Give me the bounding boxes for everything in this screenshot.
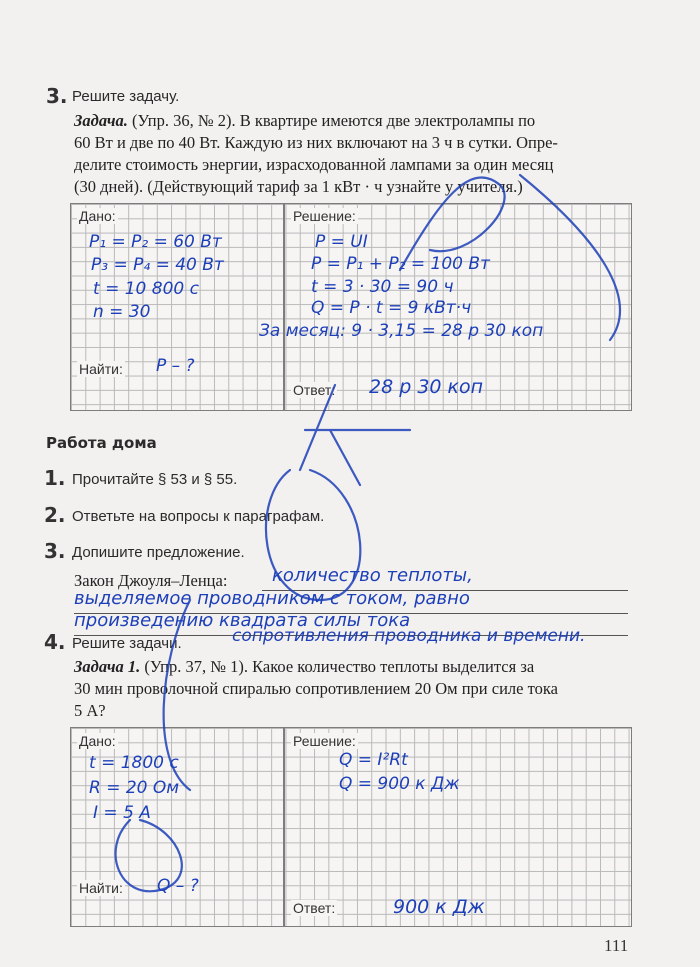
handwritten-given: I = 5 А xyxy=(93,803,151,823)
task-number: 3. xyxy=(46,84,68,108)
handwritten-find: P – ? xyxy=(156,356,195,376)
given-label: Дано: xyxy=(79,733,116,749)
handwritten-find: Q – ? xyxy=(157,876,199,896)
item-number: 3. xyxy=(44,539,66,563)
handwritten-given: R = 20 Ом xyxy=(89,778,180,798)
handwritten-solution: Q = P · t = 9 кВт·ч xyxy=(311,298,472,318)
item-text: Прочитайте § 53 и § 55. xyxy=(72,471,238,488)
handwritten-law: количество теплоты, xyxy=(272,565,473,586)
handwritten-given: t = 1800 с xyxy=(89,753,179,773)
task-line: 30 мин проволочной спиралью сопротивлением 20 Ом при силе тока xyxy=(74,679,558,698)
item-number: 2. xyxy=(44,503,66,527)
item-number: 4. xyxy=(44,630,66,654)
task-line: В квартире имеются две электролампы по xyxy=(239,111,536,130)
task-line: делите стоимость энергии, израсходованной лампами за один месяц xyxy=(74,155,554,174)
scribble-stroke xyxy=(266,470,360,600)
item-text: Ответьте на вопросы к параграфам. xyxy=(72,508,325,525)
task-line: (30 дней). (Действующий тариф за 1 кВт · ч узнайте у учителя.) xyxy=(74,177,523,196)
handwritten-monthly-cost: За месяц: 9 · 3,15 = 28 р 30 коп xyxy=(259,321,544,341)
handwritten-solution: P = P₁ + P₂ = 100 Вт xyxy=(311,254,490,274)
handwritten-solution: t = 3 · 30 = 90 ч xyxy=(311,277,454,297)
given-label: Дано: xyxy=(79,208,116,224)
find-label: Найти: xyxy=(79,361,123,377)
handwritten-given: n = 30 xyxy=(93,302,151,322)
page-number: 111 xyxy=(604,936,629,955)
solution-label: Решение: xyxy=(293,208,356,224)
handwritten-given: P₃ = P₄ = 40 Вт xyxy=(91,255,224,275)
find-label: Найти: xyxy=(79,880,123,896)
task-line: Какое количество теплоты выделится за xyxy=(252,657,535,676)
scribble-stroke xyxy=(164,600,190,790)
answer-label: Ответ: xyxy=(293,900,336,916)
handwritten-answer: 28 р 30 коп xyxy=(369,376,484,398)
scribble-stroke xyxy=(400,178,505,270)
scribble-stroke xyxy=(116,820,182,891)
handwritten-answer: 900 к Дж xyxy=(393,896,485,918)
task-line: 5 А? xyxy=(74,701,106,720)
handwritten-law: сопротивления проводника и времени. xyxy=(232,626,586,646)
handwritten-solution: P = UI xyxy=(315,232,368,252)
handwritten-law: произведению квадрата силы тока xyxy=(74,610,411,631)
section-heading: Работа дома xyxy=(46,434,157,452)
task-reference: (Упр. 36, № 2). xyxy=(132,111,236,130)
item-text: Решите задачи. xyxy=(72,635,182,652)
handwritten-given: t = 10 800 с xyxy=(93,279,199,299)
task-label: Задача 1. xyxy=(74,657,141,676)
task-reference: (Упр. 37, № 1). xyxy=(144,657,248,676)
item-number: 1. xyxy=(44,466,66,490)
task-title: Решите задачу. xyxy=(72,88,180,105)
scribble-stroke xyxy=(300,385,410,485)
law-label: Закон Джоуля–Ленца: xyxy=(74,571,228,590)
solution-label: Решение: xyxy=(293,733,356,749)
answer-label: Ответ: xyxy=(293,382,336,398)
handwritten-law: выделяемое проводником с током, равно xyxy=(74,588,470,609)
item-text: Допишите предложение. xyxy=(72,544,245,561)
task-label: Задача. xyxy=(74,111,128,130)
handwritten-solution: Q = I²Rt xyxy=(339,750,408,770)
handwritten-solution: Q = 900 к Дж xyxy=(339,774,460,794)
scribble-stroke xyxy=(520,175,620,340)
task-line: 60 Вт и две по 40 Вт. Каждую из них включают на 3 ч в сутки. Опре- xyxy=(74,133,558,152)
handwritten-given: P₁ = P₂ = 60 Вт xyxy=(89,232,222,252)
